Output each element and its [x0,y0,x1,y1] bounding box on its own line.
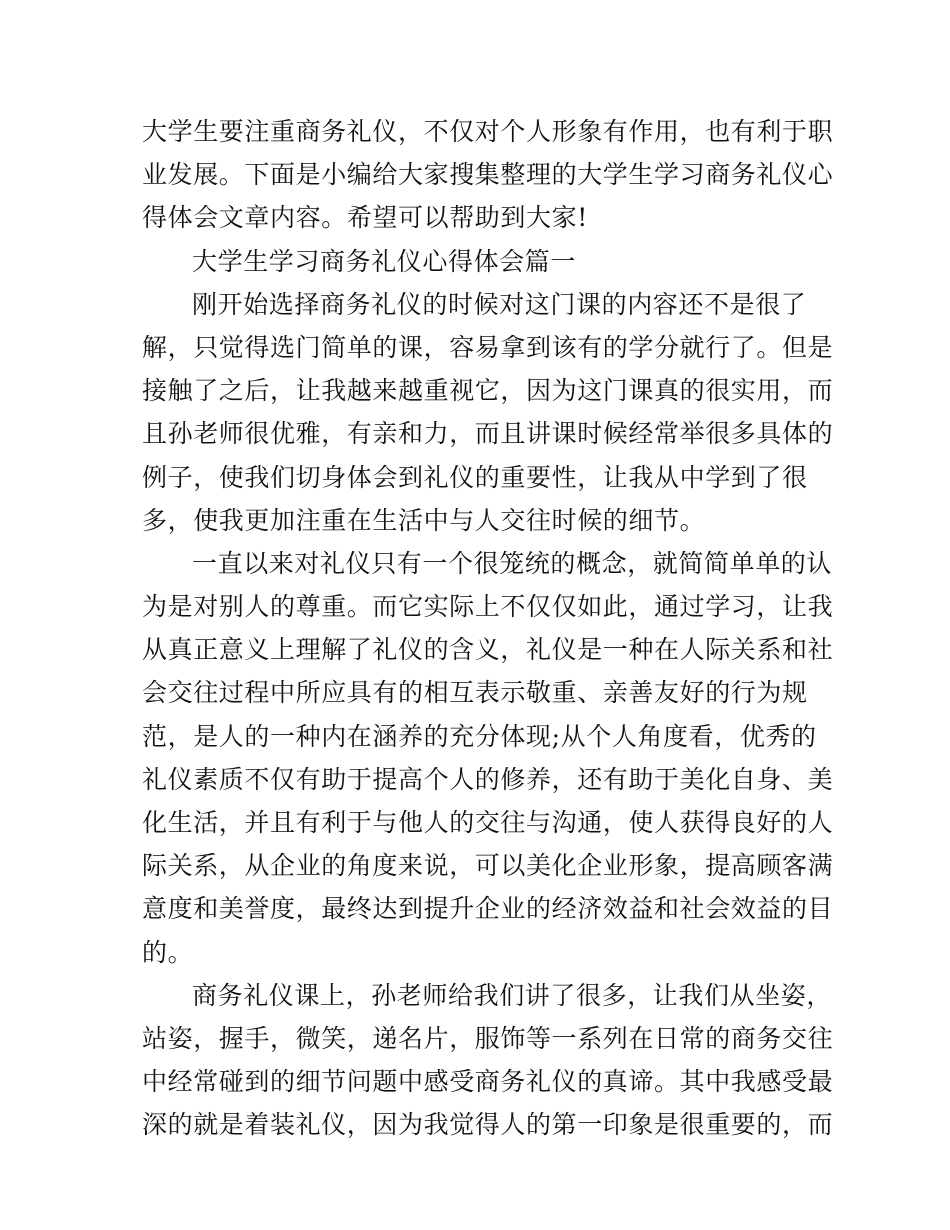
text-line: 礼仪素质不仅有助于提高个人的修养，还有助于美化自身、美 [142,764,834,794]
text-line: 深的就是着装礼仪，因为我觉得人的第一印象是很重要的，而 [142,1110,834,1140]
text-line: 的。 [142,937,194,967]
text-line: 一直以来对礼仪只有一个很笼统的概念，就简简单单的认 [192,548,833,578]
text-line: 范，是人的一种内在涵养的充分体现;从个人角度看，优秀的 [142,721,817,751]
text-line: 刚开始选择商务礼仪的时候对这门课的内容还不是很了 [192,289,807,319]
text-line: 会交往过程中所应具有的相互表示敬重、亲善友好的行为规 [142,678,808,708]
text-line: 业发展。下面是小编给大家搜集整理的大学生学习商务礼仪心 [142,160,834,190]
text-line: 商务礼仪课上，孙老师给我们讲了很多，让我们从坐姿， [192,980,833,1010]
text-line: 意度和美誉度，最终达到提升企业的经济效益和社会效益的目 [142,894,834,924]
text-line: 解，只觉得选门简单的课，容易拿到该有的学分就行了。但是 [142,332,834,362]
text-line: 且孙老师很优雅，有亲和力，而且讲课时候经常举很多具体的 [142,419,834,449]
text-line: 为是对别人的尊重。而它实际上不仅仅如此，通过学习，让我 [142,592,834,622]
text-line: 际关系，从企业的角度来说，可以美化企业形象，提高顾客满 [142,851,834,881]
text-line: 大学生学习商务礼仪心得体会篇一 [192,246,577,276]
text-line: 大学生要注重商务礼仪，不仅对个人形象有作用，也有利于职 [142,117,834,146]
text-line: 化生活，并且有利于与他人的交往与沟通，使人获得良好的人 [142,808,834,837]
text-line: 例子，使我们切身体会到礼仪的重要性，让我从中学到了很 [142,462,808,492]
text-line: 接触了之后，让我越来越重视它，因为这门课真的很实用，而 [142,376,834,406]
text-line: 多，使我更加注重在生活中与人交往时候的细节。 [142,505,706,535]
text-line: 站姿，握手，微笑，递名片，服饰等一系列在日常的商务交往 [142,1023,834,1053]
text-line: 得体会文章内容。希望可以帮助到大家! [142,203,588,233]
text-line: 中经常碰到的细节问题中感受商务礼仪的真谛。其中我感受最 [142,1067,834,1097]
document-body [142,110,834,1147]
text-line: 从真正意义上理解了礼仪的含义，礼仪是一种在人际关系和社 [142,635,834,665]
